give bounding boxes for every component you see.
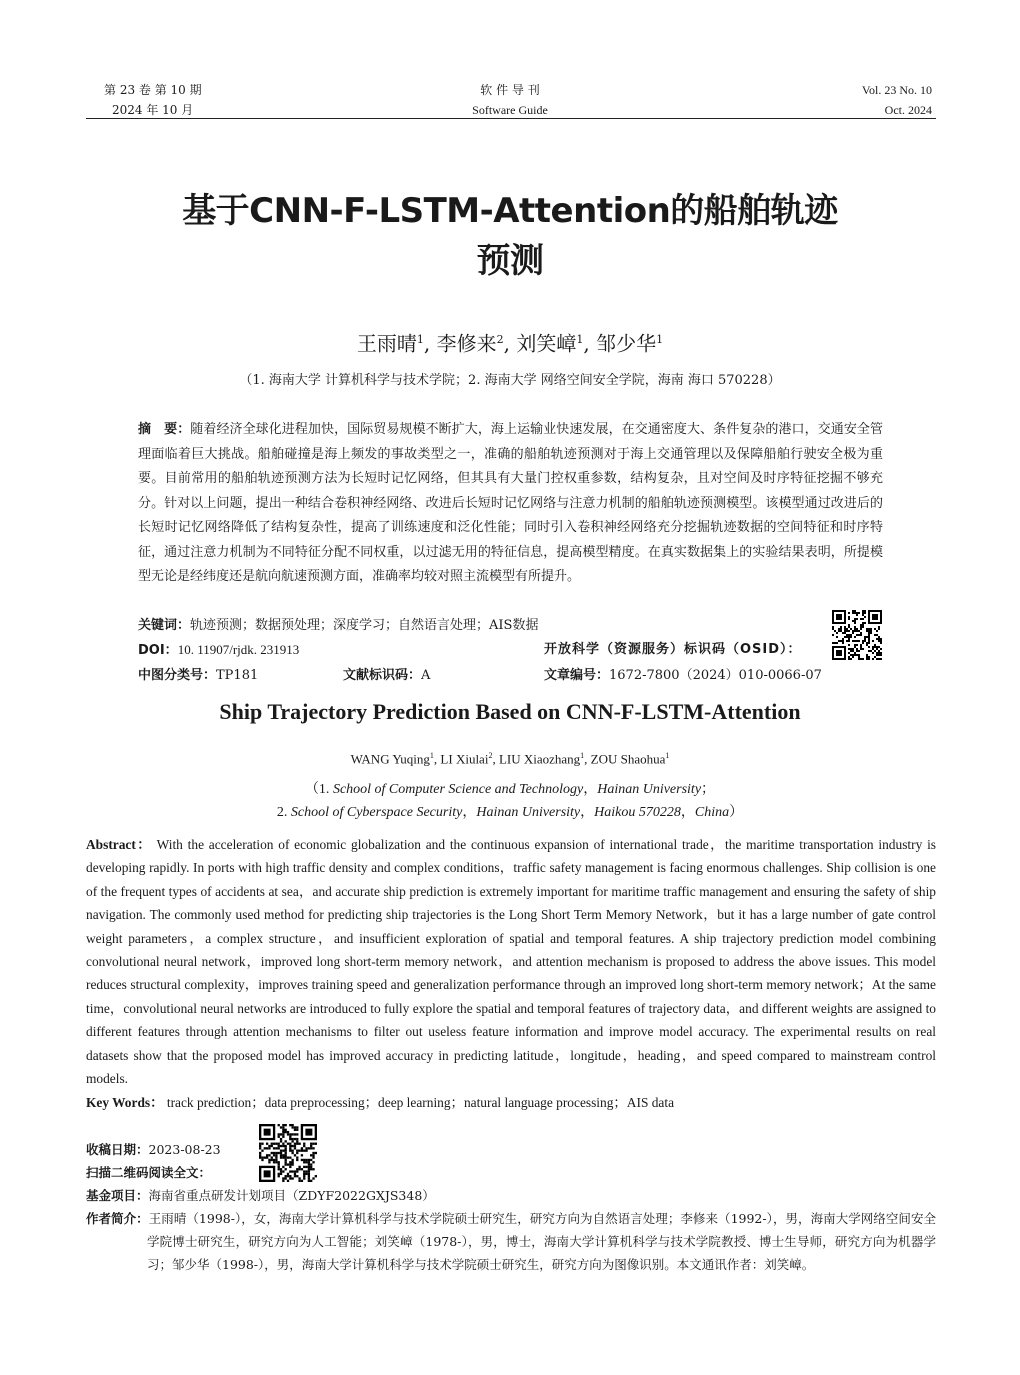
keywords-en-label: Key Words： [86, 1095, 164, 1110]
header-journal-cn: 软 件 导 刊 [480, 83, 540, 97]
affil-en-end: ； [701, 782, 716, 797]
abstract-en-label: Abstract： [86, 837, 153, 852]
author-en-sup: 2 [488, 751, 493, 760]
author-cn-sup: 1 [416, 333, 424, 346]
scan-qr-label: 扫描二维码阅读全文： [86, 1165, 212, 1180]
author-en: ZOU Shaohua [590, 751, 666, 767]
keywords-cn [138, 614, 818, 638]
bio-label: 作者简介： [86, 1211, 149, 1226]
author-en: LI Xiulai [440, 751, 489, 767]
bio-text: 王雨晴（1998-），女，海南大学计算机科学与技术学院硕士研究生，研究方向为自然语言处理；李修来（1992-），男，海南大学网络空间安全学院博士研究生，研究方向为人工智能；刘笑嶂（1978-），男，博士，海南大学计算机科学与技术学院教授、博士生导师，研究方向为机器学习；邹少华（1998-），男，海南大学计算机科学与技术学院硕士研究生，研究方向为图像识别。本文通讯作者：刘笑嶂。 [147, 1211, 936, 1272]
affil-en-school: School of Cyberspace Security [290, 805, 463, 820]
doc-code-text: A [421, 668, 431, 683]
author-cn-sup: 1 [656, 333, 664, 346]
keywords-en [86, 1092, 936, 1114]
clc-label: 中图分类号： [138, 668, 217, 683]
author-en-sup: 1 [429, 751, 434, 760]
article-number [544, 664, 822, 688]
author-cn: 李修来 [436, 331, 497, 356]
fund-text: 海南省重点研发计划项目（ZDYF2022GXJS348） [148, 1188, 435, 1203]
affiliation-en-line2 [0, 801, 1020, 824]
author-cn: 王雨晴 [356, 331, 417, 356]
clc-number [138, 664, 258, 688]
header-volume-cn [104, 80, 202, 120]
title-cn-line1: 基于CNN-F-LSTM-Attention的船舶轨迹 [182, 191, 838, 231]
doc-code-label: 文献标识码： [343, 668, 422, 683]
title-cn [0, 186, 1020, 286]
author-bio [86, 1207, 936, 1276]
osid-qr-code[interactable] [832, 610, 882, 660]
header-volume-cn-text: 第 23 卷 第 10 期 [104, 83, 202, 97]
keywords-en-text: track prediction；data preprocessing；deep learning；natural language processing；AIS data [166, 1095, 675, 1110]
doi-label: DOI： [138, 643, 178, 658]
fund-project [86, 1184, 435, 1207]
fund-label: 基金项目： [86, 1188, 149, 1203]
doi [138, 638, 299, 663]
author-en-sup: 1 [580, 751, 585, 760]
affil-en-prefix: （1. [304, 782, 333, 797]
affil-en-university: Hainan University [597, 782, 702, 797]
osid [544, 638, 802, 662]
affil-en-sep: ， [462, 805, 477, 820]
affil-en-country: China [694, 805, 730, 820]
received-label: 收稿日期： [86, 1142, 149, 1157]
affil-en-school: School of Computer Science and Technology [332, 782, 584, 797]
abstract-cn-label: 摘 要： [138, 422, 191, 437]
author-en-sup: 1 [665, 751, 670, 760]
authors-en: WANG Yuqing$^1$, LI Xiulai$^2$, LIU Xiaozhang$^1$, ZOU Shaohua$^1$ [350, 751, 670, 767]
title-cn-line2: 预测 [476, 241, 544, 281]
author-cn-sup: 2 [496, 333, 504, 346]
clc-text: TP181 [216, 668, 259, 683]
author-cn: 刘笑嶂 [516, 331, 577, 356]
keywords-cn-text: 轨迹预测；数据预处理；深度学习；自然语言处理；AIS数据 [190, 618, 539, 633]
received-text: 2023-08-23 [148, 1142, 221, 1157]
header-date-en: Oct. 2024 [884, 103, 932, 117]
scan-qr-prompt [86, 1161, 211, 1184]
header-rule [86, 118, 936, 119]
article-no-label: 文章编号： [544, 668, 610, 683]
abstract-en-text: With the acceleration of economic globalization and the continuous expansion of international trade，the maritime transportation industry is developing rapidly. In ports with high traffic density and complex conditions，traffic safety management is facing enormous challenges. Ship collision is one of the frequent types of accidents at sea，and accurate ship prediction is extremely important for maritime traffic management and ensuring the safety of ship navigation. The commonly used method for predicting ship trajectories is the Long Short Term Memory Network，but it has a large number of gate control weight parameters，a complex structure，and insufficient exploration of spatial and temporal features. A ship trajectory prediction model combining convolutional neural network，improved long short-term memory network，and attention mechanism is proposed to address the above issues. This model reduces structural complexity，improves training speed and generalization performance through an improved long short-term memory network；At the same time，convolutional neural networks are introduced to fully explore the spatial and temporal features of trajectory data，and different weights are assigned to different features through attention mechanisms to filter out useless feature information and improve model accuracy. The experimental results on real datasets show that the proposed model has improved accuracy in predicting latitude，longitude，heading，and speed compared to mainstream control models. [86, 837, 936, 1087]
osid-label: 开放科学（资源服务）标识码（OSID）： [544, 642, 802, 657]
affil-en-prefix: 2. [276, 805, 291, 820]
header-journal [410, 80, 610, 120]
doi-text: 10. 11907/rjdk. 231913 [177, 642, 300, 657]
fulltext-qr-code[interactable] [259, 1124, 317, 1182]
author-en: WANG Yuqing [350, 751, 430, 767]
abstract-cn [138, 418, 883, 590]
affiliation-en-line1 [0, 778, 1020, 801]
affil-en-sep: ， [580, 805, 595, 820]
article-no-text: 1672-7800（2024）010-0066-07 [609, 668, 822, 683]
abstract-en [86, 833, 936, 1090]
document-code [343, 664, 430, 688]
authors-cn: 王雨晴$^1$, 李修来$^2$, 刘笑嶂$^1$, 邹少华$^1$ [356, 331, 664, 356]
keywords-cn-label: 关键词： [138, 618, 191, 633]
affiliation-cn: （1. 海南大学 计算机科学与技术学院；2. 海南大学 网络空间安全学院，海南 海口 570228） [239, 373, 781, 388]
author-cn: 邹少华 [596, 331, 657, 356]
header-date-cn: 2024 年 10 月 [112, 103, 194, 117]
received-date [86, 1138, 221, 1161]
author-en: LIU Xiaozhang [498, 751, 581, 767]
title-en: Ship Trajectory Prediction Based on CNN-F-LSTM-Attention [219, 699, 801, 724]
abstract-cn-text: 随着经济全球化进程加快，国际贸易规模不断扩大，海上运输业快速发展，在交通密度大、条件复杂的港口，交通安全管理面临着巨大挑战。船舶碰撞是海上频发的事故类型之一，准确的船舶轨迹预测对于海上交通管理以及保障船舶行驶安全极为重要。目前常用的船舶轨迹预测方法为长短时记忆网络，但其具有大量门控权重参数，结构复杂，且对空间及时序特征挖掘不够充分。针对以上问题，提出一种结合卷积神经网络、改进后长短时记忆网络与注意力机制的船舶轨迹预测模型。该模型通过改进后的长短时记忆网络降低了结构复杂性，提高了训练速度和泛化性能；同时引入卷积神经网络充分挖掘轨迹数据的空间特征和时序特征，通过注意力机制为不同特征分配不同权重，以过滤无用的特征信息，提高模型精度。在真实数据集上的实验结果表明，所提模型无论是经纬度还是航向航速预测方面，准确率均较对照主流模型有所提升。 [138, 422, 883, 584]
affil-en-sep: ， [583, 782, 598, 797]
affil-en-city: Haikou 570228 [594, 805, 681, 820]
affiliation-en [0, 778, 1020, 824]
affil-en-end: ） [729, 805, 744, 820]
header-volume-en [800, 80, 932, 120]
header-journal-en: Software Guide [472, 103, 548, 117]
affil-en-sep: ， [680, 805, 695, 820]
author-cn-sup: 1 [576, 333, 584, 346]
affil-en-university: Hainan University [476, 805, 581, 820]
header-volume-en-text: Vol. 23 No. 10 [861, 83, 932, 97]
